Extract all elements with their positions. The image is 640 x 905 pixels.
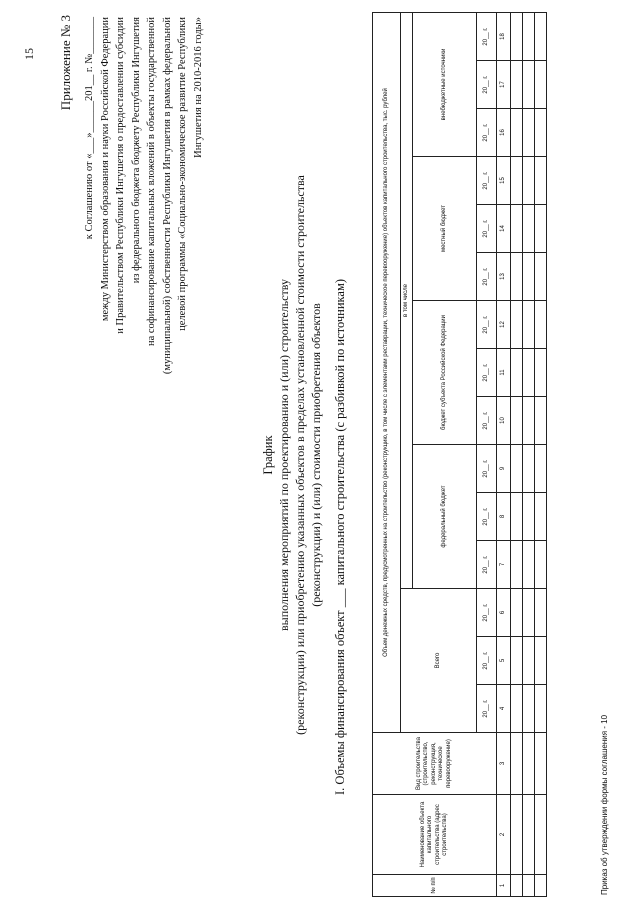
- table-cell: [511, 205, 523, 253]
- table-cell: [523, 541, 535, 589]
- column-number: 5: [497, 637, 511, 685]
- table-cell: [511, 301, 523, 349]
- table-cell: [523, 253, 535, 301]
- year-cell: 20__ г.: [477, 205, 497, 253]
- header-federal-budget: федеральный бюджет: [413, 445, 477, 589]
- agreement-line: Ингушетия на 2010-2016 годы»: [192, 17, 204, 158]
- table-cell: [523, 637, 535, 685]
- agreement-line: из федерального бюджета бюджету Республики Ингушетия: [130, 17, 142, 284]
- header-total: Всего: [401, 589, 477, 733]
- column-number: 16: [497, 109, 511, 157]
- header-funding-volume: Объем денежных средств, предусмотренных на строительство (реконструкцию, в том числе с элементами реставрации, техническое перевооружение) объектов капитального строительства, тыс. рублей: [373, 13, 401, 733]
- year-cell: 20__ г.: [477, 541, 497, 589]
- table-cell: [511, 109, 523, 157]
- table-row: [511, 13, 523, 897]
- table-cell: [535, 301, 547, 349]
- year-cell: 20__ г.: [477, 301, 497, 349]
- table-cell: [535, 13, 547, 61]
- table-cell: [523, 205, 535, 253]
- year-cell: 20__ г.: [477, 157, 497, 205]
- table-cell: [511, 157, 523, 205]
- column-number: 11: [497, 349, 511, 397]
- table-cell: [535, 157, 547, 205]
- table-cell: [511, 637, 523, 685]
- table-cell: [523, 13, 535, 61]
- column-number: 8: [497, 493, 511, 541]
- agreement-reference: [82, 17, 206, 427]
- table-cell: [523, 109, 535, 157]
- table-cell: [535, 397, 547, 445]
- header-local-budget: местный бюджет: [413, 157, 477, 301]
- column-number: 12: [497, 301, 511, 349]
- column-number: 2: [497, 795, 511, 875]
- agreement-line: (муниципальной) собственности Республики Ингушетия в рамках федеральной: [161, 17, 173, 375]
- header-extrabudgetary: внебюджетные источники: [413, 13, 477, 157]
- year-cell: 20__ г.: [477, 61, 497, 109]
- table-cell: [523, 875, 535, 897]
- table-cell: [535, 589, 547, 637]
- column-number: 1: [497, 875, 511, 897]
- table-cell: [523, 733, 535, 795]
- table-cell: [511, 541, 523, 589]
- year-cell: 20__ г.: [477, 349, 497, 397]
- table-cell: [511, 253, 523, 301]
- table-cell: [535, 875, 547, 897]
- table-cell: [523, 685, 535, 733]
- table-row: [535, 13, 547, 897]
- year-cell: 20__ г.: [477, 445, 497, 493]
- table-cell: [535, 109, 547, 157]
- page-number: 15: [22, 48, 36, 60]
- year-cell: 20__ г.: [477, 685, 497, 733]
- financing-table: [372, 12, 547, 897]
- title-main: График: [261, 435, 275, 475]
- table-cell: [535, 685, 547, 733]
- table-cell: [511, 875, 523, 897]
- agreement-line: между Министерством образования и науки Российской Федерации: [99, 17, 111, 322]
- column-number: 9: [497, 445, 511, 493]
- table-cell: [523, 589, 535, 637]
- table-cell: [523, 493, 535, 541]
- year-cell: 20__ г.: [477, 109, 497, 157]
- table-header-row: [373, 13, 401, 897]
- table-cell: [523, 795, 535, 875]
- column-number: 14: [497, 205, 511, 253]
- table-cell: [535, 61, 547, 109]
- year-cell: 20__ г.: [477, 397, 497, 445]
- title-line: выполнения мероприятий по проектированию и (или) строительству: [277, 279, 291, 632]
- table-cell: [511, 685, 523, 733]
- table-cell: [523, 61, 535, 109]
- header-object-name: Наименование объекта капитального строительства (адрес строительства): [373, 795, 497, 875]
- agreement-line: целевой программы «Социально-экономическое развитие Республики: [177, 17, 188, 331]
- year-cell: 20__ г.: [477, 253, 497, 301]
- table-cell: [523, 397, 535, 445]
- table-cell: [511, 795, 523, 875]
- table-cell: [511, 445, 523, 493]
- footer-note: Приказ об утверждении формы соглашения - 10: [600, 714, 609, 895]
- column-number: 13: [497, 253, 511, 301]
- table-row: [523, 13, 535, 897]
- column-number: 17: [497, 61, 511, 109]
- year-cell: 20__ г.: [477, 589, 497, 637]
- table-cell: [535, 493, 547, 541]
- table-cell: [535, 253, 547, 301]
- header-including: в том числе: [401, 13, 413, 589]
- title-line: (реконструкции) или приобретению указанных объектов в пределах установленной стоимости строительства: [293, 175, 307, 735]
- table-cell: [523, 301, 535, 349]
- table-cell: [511, 589, 523, 637]
- column-number: 15: [497, 157, 511, 205]
- agreement-line: к Соглашению от «___»______201__ г. №_______: [84, 17, 95, 240]
- table-cell: [535, 349, 547, 397]
- table-cell: [511, 493, 523, 541]
- table-cell: [511, 349, 523, 397]
- column-number-row: [497, 13, 511, 897]
- agreement-line: на софинансирование капитальных вложений в объекты государственной: [146, 17, 157, 347]
- year-cell: 20__ г.: [477, 637, 497, 685]
- column-number: 7: [497, 541, 511, 589]
- table-cell: [535, 795, 547, 875]
- table-cell: [523, 445, 535, 493]
- table-cell: [511, 61, 523, 109]
- table-cell: [535, 637, 547, 685]
- table-cell: [535, 445, 547, 493]
- header-number: № п/п: [373, 875, 497, 897]
- column-number: 10: [497, 397, 511, 445]
- column-number: 18: [497, 13, 511, 61]
- header-construction-type: Вид строительства (строительство, реконструкция, техническое перевооружение): [373, 733, 497, 795]
- appendix-label: Приложение № 3: [58, 15, 73, 111]
- column-number: 4: [497, 685, 511, 733]
- table-cell: [535, 733, 547, 795]
- column-number: 6: [497, 589, 511, 637]
- agreement-line: и Правительством Республики Ингушетия о предоставлении субсидии: [115, 17, 126, 334]
- table-cell: [511, 397, 523, 445]
- title-line: (реконструкции) и (или) стоимости приобретения объектов: [309, 303, 323, 607]
- table-cell: [523, 157, 535, 205]
- year-cell: 20__ г.: [477, 493, 497, 541]
- section-title: I. Объемы финансирования объект ___ капитального строительства (с разбивкой по источникам): [333, 278, 347, 795]
- table-cell: [511, 13, 523, 61]
- year-cell: 20__ г.: [477, 13, 497, 61]
- table-cell: [535, 205, 547, 253]
- document-title: [260, 105, 324, 805]
- column-number: 3: [497, 733, 511, 795]
- table-cell: [511, 733, 523, 795]
- table-cell: [535, 541, 547, 589]
- table-cell: [523, 349, 535, 397]
- header-subject-budget: бюджет субъекта Российской Федерации: [413, 301, 477, 445]
